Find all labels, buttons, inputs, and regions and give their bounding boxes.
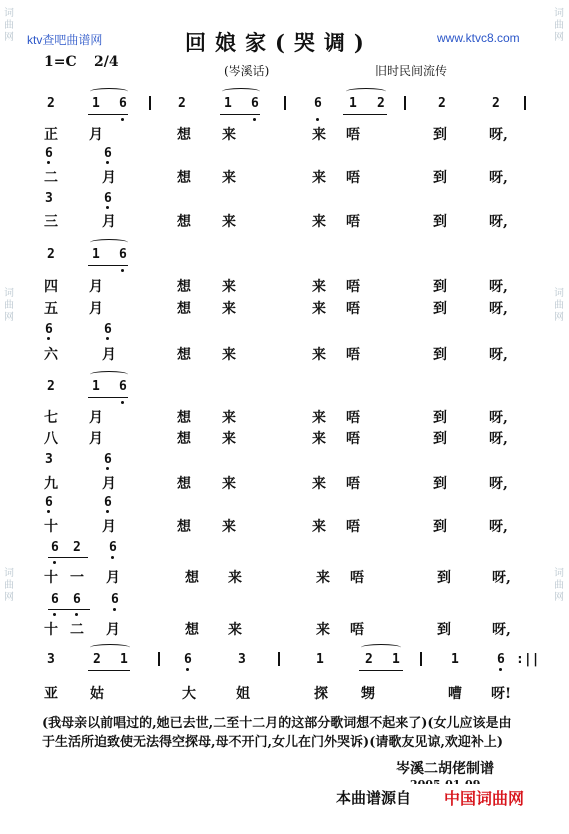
octave-dot	[121, 118, 124, 121]
watermark-char: 词	[554, 568, 564, 579]
dialect-label: (岑溪话)	[224, 64, 270, 78]
lyric-char: 想	[177, 519, 191, 535]
lyric-char: 唔	[346, 476, 360, 492]
underline-mark	[343, 114, 387, 115]
bar-line	[149, 96, 151, 110]
lyric-char: 月	[102, 347, 116, 363]
lyric-char: 月	[89, 431, 103, 447]
lyric-char: 呀,	[489, 279, 508, 295]
note: 2	[377, 96, 385, 111]
note: 6	[111, 592, 119, 607]
note: 6	[45, 495, 53, 510]
lyric-char: 唔	[346, 347, 360, 363]
watermark-char: 网	[4, 312, 14, 323]
lyric-char: 七	[44, 410, 58, 426]
lyric-char: 一	[70, 570, 84, 586]
right-watermark-strip	[549, 0, 569, 834]
note: 6	[104, 322, 112, 337]
lyric-char: 四	[44, 279, 58, 295]
site-link-left[interactable]: ktv查吧曲谱网	[27, 33, 103, 47]
slur-mark	[90, 239, 128, 246]
site-link-right[interactable]: www.ktvc8.com	[437, 31, 520, 45]
note: 1	[224, 96, 232, 111]
lyric-char: 十	[44, 519, 58, 535]
note: 6	[45, 322, 53, 337]
lyric-char: 到	[437, 570, 451, 586]
note: 1	[92, 96, 100, 111]
lyric-char: 想	[177, 301, 191, 317]
watermark-char: 网	[554, 592, 564, 603]
lyric-char: 八	[44, 431, 58, 447]
octave-dot	[106, 510, 109, 513]
lyric-char: 来	[222, 347, 236, 363]
lyric-char: 十	[44, 570, 58, 586]
lyric-char: 六	[44, 347, 58, 363]
lyric-char: 唔	[346, 279, 360, 295]
left-watermark-strip	[0, 0, 20, 834]
lyric-char: 到	[433, 476, 447, 492]
footnote: (我母亲以前唱过的,她已去世,二至十二月的这部分歌词想不起来了)(女儿应该是由于生活所迫致使无法得空探母,母不开门,女儿在门外哭诉)(请歌友见谅,欢迎补上)	[42, 716, 512, 750]
watermark-char: 词	[554, 8, 564, 19]
note: 2	[47, 96, 55, 111]
lyric-char: 唔	[346, 519, 360, 535]
lyric-char: 呀,	[492, 570, 511, 586]
bar-line	[284, 96, 286, 110]
octave-dot	[75, 613, 78, 616]
watermark-char: 网	[4, 592, 14, 603]
lyric-char: 月	[89, 279, 103, 295]
note: 2	[178, 96, 186, 111]
lyric-char: 来	[222, 431, 236, 447]
lyric-char: 九	[44, 476, 58, 492]
lyric-char: 到	[433, 431, 447, 447]
underline-mark	[359, 670, 403, 671]
note: 6	[497, 652, 505, 667]
song-title: 回娘家(哭调)	[185, 30, 373, 55]
octave-dot	[499, 668, 502, 671]
octave-dot	[106, 206, 109, 209]
note: 6	[251, 96, 259, 111]
lyric-char: 探	[314, 686, 328, 702]
lyric-char: 想	[177, 410, 191, 426]
time-signature: 2/4	[94, 54, 119, 70]
note: 1	[92, 379, 100, 394]
octave-dot	[121, 269, 124, 272]
lyric-char: 呀,	[489, 431, 508, 447]
lyric-char: 呀,	[489, 476, 508, 492]
lyric-char: 想	[185, 570, 199, 586]
lyric-char: 呀,	[489, 170, 508, 186]
lyric-char: 来	[312, 301, 326, 317]
note: 3	[45, 191, 53, 206]
lyric-char: 来	[222, 410, 236, 426]
lyric-char: 呀!	[491, 686, 512, 702]
lyric-char: 月	[89, 410, 103, 426]
underline-mark	[88, 265, 128, 266]
underline-mark	[88, 114, 128, 115]
underline-mark	[88, 397, 128, 398]
lyric-char: 来	[228, 570, 242, 586]
lyric-char: 来	[222, 279, 236, 295]
lyric-char: 来	[316, 622, 330, 638]
lyric-char: 到	[433, 279, 447, 295]
octave-dot	[47, 337, 50, 340]
note: 6	[73, 592, 81, 607]
slur-mark	[90, 644, 130, 651]
lyric-char: 姐	[236, 686, 250, 702]
source-label: 本曲谱源自	[336, 790, 412, 807]
lyric-char: 呀,	[489, 519, 508, 535]
note: 1	[392, 652, 400, 667]
lyric-char: 想	[177, 279, 191, 295]
lyric-char: 到	[433, 127, 447, 143]
note: 2	[492, 96, 500, 111]
lyric-char: 唔	[346, 410, 360, 426]
slur-mark	[90, 371, 128, 378]
underline-mark	[48, 609, 90, 610]
bar-line	[278, 652, 280, 666]
octave-dot	[53, 561, 56, 564]
watermark-char: 网	[554, 312, 564, 323]
lyric-char: 来	[222, 214, 236, 230]
watermark-char: 词	[554, 288, 564, 299]
repeat-end-sign: :||	[516, 652, 540, 667]
lyric-char: 二	[44, 170, 58, 186]
lyric-char: 来	[312, 170, 326, 186]
octave-dot	[186, 668, 189, 671]
source-site-link[interactable]: 中国词曲网	[444, 791, 525, 808]
note: 6	[119, 379, 127, 394]
bar-line	[524, 96, 526, 110]
slur-mark	[361, 644, 401, 651]
note: 6	[45, 146, 53, 161]
note: 1	[451, 652, 459, 667]
lyric-char: 月	[102, 476, 116, 492]
note: 6	[51, 540, 59, 555]
lyric-char: 呀,	[489, 127, 508, 143]
octave-dot	[106, 337, 109, 340]
lyric-char: 来	[312, 476, 326, 492]
note: 2	[47, 247, 55, 262]
note: 2	[73, 540, 81, 555]
note: 6	[104, 452, 112, 467]
key-signature: 1=C	[44, 54, 77, 70]
watermark-char: 曲	[554, 580, 564, 591]
note: 6	[104, 495, 112, 510]
note: 3	[238, 652, 246, 667]
lyric-char: 来	[312, 279, 326, 295]
note: 6	[104, 146, 112, 161]
note: 2	[365, 652, 373, 667]
slur-mark	[90, 88, 128, 95]
lyric-char: 唔	[346, 170, 360, 186]
note: 3	[45, 452, 53, 467]
octave-dot	[113, 608, 116, 611]
watermark-char: 网	[4, 32, 14, 43]
lyric-char: 唔	[346, 301, 360, 317]
note: 1	[349, 96, 357, 111]
lyric-char: 甥	[361, 686, 375, 702]
lyric-char: 月	[106, 622, 120, 638]
lyric-char: 到	[433, 410, 447, 426]
watermark-char: 词	[4, 8, 14, 19]
octave-dot	[47, 161, 50, 164]
lyric-char: 到	[437, 622, 451, 638]
underline-mark	[88, 670, 130, 671]
watermark-char: 曲	[4, 580, 14, 591]
lyric-char: 到	[433, 301, 447, 317]
lyric-char: 二	[70, 622, 84, 638]
note: 6	[104, 191, 112, 206]
octave-dot	[106, 467, 109, 470]
lyric-char: 月	[106, 570, 120, 586]
lyric-char: 呀,	[489, 301, 508, 317]
watermark-char: 曲	[554, 20, 564, 31]
lyric-char: 来	[312, 431, 326, 447]
lyric-char: 想	[177, 214, 191, 230]
note: 6	[51, 592, 59, 607]
octave-dot	[316, 118, 319, 121]
lyric-char: 三	[44, 214, 58, 230]
lyric-char: 十	[44, 622, 58, 638]
lyric-char: 来	[312, 347, 326, 363]
octave-dot	[53, 613, 56, 616]
lyric-char: 来	[312, 410, 326, 426]
bar-line	[420, 652, 422, 666]
lyric-char: 想	[177, 431, 191, 447]
lyric-char: 到	[433, 214, 447, 230]
lyric-char: 唔	[350, 570, 364, 586]
lyric-char: 想	[177, 170, 191, 186]
lyric-char: 呀,	[489, 347, 508, 363]
lyric-char: 月	[89, 127, 103, 143]
octave-dot	[106, 161, 109, 164]
watermark-char: 词	[4, 568, 14, 579]
lyric-char: 呀,	[492, 622, 511, 638]
note: 1	[316, 652, 324, 667]
note: 2	[93, 652, 101, 667]
underline-mark	[48, 557, 88, 558]
lyric-char: 来	[312, 127, 326, 143]
slur-mark	[346, 88, 386, 95]
lyric-char: 来	[222, 301, 236, 317]
lyric-char: 来	[222, 476, 236, 492]
lyric-char: 想	[177, 347, 191, 363]
lyric-char: 月	[89, 301, 103, 317]
watermark-char: 曲	[4, 20, 14, 31]
note: 6	[119, 96, 127, 111]
octave-dot	[47, 510, 50, 513]
watermark-char: 词	[4, 288, 14, 299]
bar-line	[158, 652, 160, 666]
note: 6	[119, 247, 127, 262]
octave-dot	[111, 556, 114, 559]
octave-dot	[253, 118, 256, 121]
lyric-char: 来	[228, 622, 242, 638]
lyric-char: 唔	[346, 214, 360, 230]
lyric-char: 到	[433, 170, 447, 186]
lyric-char: 来	[312, 519, 326, 535]
lyric-char: 来	[222, 170, 236, 186]
lyric-char: 五	[44, 301, 58, 317]
lyric-char: 唔	[346, 127, 360, 143]
lyric-char: 亚	[44, 686, 58, 702]
note: 6	[314, 96, 322, 111]
lyric-char: 到	[433, 347, 447, 363]
lyric-char: 来	[312, 214, 326, 230]
watermark-char: 曲	[4, 300, 14, 311]
lyric-char: 到	[433, 519, 447, 535]
lyric-char: 月	[102, 519, 116, 535]
lyric-char: 来	[222, 127, 236, 143]
lyric-char: 呀,	[489, 214, 508, 230]
origin-label: 旧时民间流传	[375, 64, 448, 78]
lyric-char: 月	[102, 170, 116, 186]
note: 1	[120, 652, 128, 667]
lyric-char: 来	[316, 570, 330, 586]
note: 3	[47, 652, 55, 667]
lyric-char: 大	[182, 686, 196, 702]
lyric-char: 嘈	[448, 686, 462, 702]
bar-line	[404, 96, 406, 110]
watermark-char: 网	[554, 32, 564, 43]
lyric-char: 想	[177, 476, 191, 492]
note: 2	[438, 96, 446, 111]
note: 1	[92, 247, 100, 262]
note: 6	[184, 652, 192, 667]
lyric-char: 想	[185, 622, 199, 638]
lyric-char: 呀,	[489, 410, 508, 426]
lyric-char: 正	[44, 127, 58, 143]
lyric-char: 唔	[350, 622, 364, 638]
lyric-char: 想	[177, 127, 191, 143]
lyric-char: 姑	[90, 686, 104, 702]
note: 6	[109, 540, 117, 555]
arranger-credit: 岑溪二胡佬制谱	[396, 761, 494, 777]
slur-mark	[222, 88, 260, 95]
note: 2	[47, 379, 55, 394]
octave-dot	[121, 401, 124, 404]
underline-mark	[220, 114, 260, 115]
footer-banner	[328, 784, 564, 810]
lyric-char: 来	[222, 519, 236, 535]
watermark-char: 曲	[554, 300, 564, 311]
lyric-char: 月	[102, 214, 116, 230]
lyric-char: 唔	[346, 431, 360, 447]
